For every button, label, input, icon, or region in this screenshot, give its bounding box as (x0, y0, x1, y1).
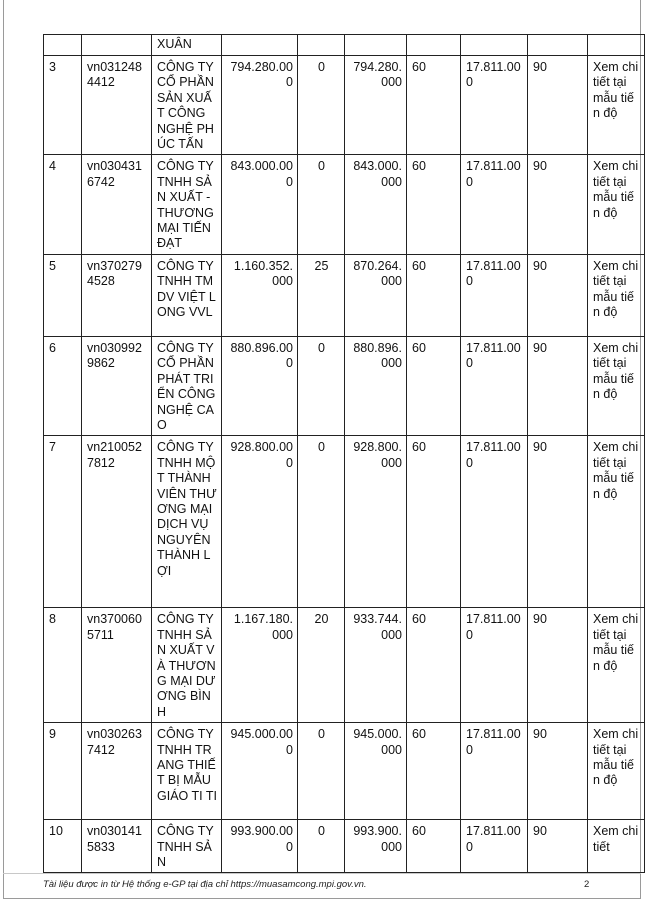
cell-amount: 17.811.000 (461, 723, 528, 820)
cell-final: 993.900.000 (345, 820, 407, 873)
cell-code: vn3702794528 (82, 254, 152, 336)
cell-final: 933.744.000 (345, 608, 407, 723)
cell-code: vn0301415833 (82, 820, 152, 873)
cell-discount: 20 (298, 608, 345, 723)
cell-discount: 0 (298, 436, 345, 608)
cell-name: CÔNG TY CỔ PHẦN SẢN XUẤT CÔNG NGHỆ PHÚC TẤN (152, 56, 222, 155)
cell-discount: 0 (298, 155, 345, 254)
table-row (44, 820, 645, 873)
cell-discount: 0 (298, 56, 345, 155)
cell-progress: Xem chi tiết tại mẫu tiến độ (588, 336, 645, 435)
cell-amount: 17.811.000 (461, 155, 528, 254)
cell-days: 60 (407, 155, 461, 254)
cell-discount: 0 (298, 820, 345, 873)
cell-final: 928.800.000 (345, 436, 407, 608)
cell-name: CÔNG TY TNHH SẢN (152, 820, 222, 873)
cell-price: 928.800.000 (222, 436, 298, 608)
cell-final: 945.000.000 (345, 723, 407, 820)
cell-days: 60 (407, 436, 461, 608)
cell-validity: 90 (528, 723, 588, 820)
cell-progress: Xem chi tiết tại mẫu tiến độ (588, 254, 645, 336)
cell-amount: 17.811.000 (461, 336, 528, 435)
cell-progress: Xem chi tiết tại mẫu tiến độ (588, 436, 645, 608)
cell-final: 843.000.000 (345, 155, 407, 254)
cell-stt (44, 35, 82, 56)
cell-stt: 5 (44, 254, 82, 336)
table-row-fragment (44, 35, 645, 56)
cell-name: CÔNG TY TNHH SẢN XUẤT VÀ THƯƠNG MẠI DƯƠNG BÌNH (152, 608, 222, 723)
cell-progress: Xem chi tiết tại mẫu tiến độ (588, 155, 645, 254)
cell-stt: 8 (44, 608, 82, 723)
cell-amount: 17.811.000 (461, 254, 528, 336)
cell-days: 60 (407, 608, 461, 723)
cell-name: XUÂN (152, 35, 222, 56)
cell-validity: 90 (528, 608, 588, 723)
cell-code: vn0302637412 (82, 723, 152, 820)
cell-validity: 90 (528, 254, 588, 336)
cell-final: 880.896.000 (345, 336, 407, 435)
table-row (44, 254, 645, 336)
cell-discount (298, 35, 345, 56)
table-row (44, 336, 645, 435)
cell-stt: 3 (44, 56, 82, 155)
cell-code: vn0309929862 (82, 336, 152, 435)
footer-divider (3, 873, 641, 874)
cell-days: 60 (407, 254, 461, 336)
table-row (44, 155, 645, 254)
cell-discount: 0 (298, 336, 345, 435)
cell-price: 945.000.000 (222, 723, 298, 820)
cell-code: vn3700605711 (82, 608, 152, 723)
cell-days: 60 (407, 723, 461, 820)
cell-stt: 10 (44, 820, 82, 873)
cell-discount: 0 (298, 723, 345, 820)
cell-validity: 90 (528, 155, 588, 254)
cell-price: 993.900.000 (222, 820, 298, 873)
cell-stt: 4 (44, 155, 82, 254)
cell-amount: 17.811.000 (461, 820, 528, 873)
cell-progress: Xem chi tiết tại mẫu tiến độ (588, 608, 645, 723)
cell-name: CÔNG TY TNHH TM DV VIỆT LONG VVL (152, 254, 222, 336)
cell-amount: 17.811.000 (461, 56, 528, 155)
cell-validity: 90 (528, 336, 588, 435)
table-row (44, 723, 645, 820)
cell-validity: 90 (528, 436, 588, 608)
cell-days: 60 (407, 820, 461, 873)
cell-final (345, 35, 407, 56)
cell-amount (461, 35, 528, 56)
cell-name: CÔNG TY TNHH MỘT THÀNH VIÊN THƯƠNG MẠI DỊCH VỤ NGUYÊN THÀNH LỢI (152, 436, 222, 608)
cell-progress: Xem chi tiết tại mẫu tiến độ (588, 56, 645, 155)
cell-code (82, 35, 152, 56)
cell-price: 880.896.000 (222, 336, 298, 435)
cell-price: 1.167.180.000 (222, 608, 298, 723)
cell-name: CÔNG TY CỔ PHẦN PHÁT TRIỂN CÔNG NGHỆ CAO (152, 336, 222, 435)
cell-code: vn0304316742 (82, 155, 152, 254)
cell-code: vn2100527812 (82, 436, 152, 608)
cell-amount: 17.811.000 (461, 436, 528, 608)
cell-validity: 90 (528, 820, 588, 873)
bidder-table (43, 34, 645, 873)
cell-days: 60 (407, 56, 461, 155)
cell-discount: 25 (298, 254, 345, 336)
cell-final: 870.264.000 (345, 254, 407, 336)
cell-validity (528, 35, 588, 56)
cell-progress (588, 35, 645, 56)
table-row (44, 608, 645, 723)
cell-price: 843.000.000 (222, 155, 298, 254)
cell-progress: Xem chi tiết tại mẫu tiến độ (588, 723, 645, 820)
cell-days: 60 (407, 336, 461, 435)
cell-validity: 90 (528, 56, 588, 155)
cell-price (222, 35, 298, 56)
cell-days (407, 35, 461, 56)
cell-code: vn0312484412 (82, 56, 152, 155)
cell-amount: 17.811.000 (461, 608, 528, 723)
cell-stt: 7 (44, 436, 82, 608)
cell-final: 794.280.000 (345, 56, 407, 155)
table-row (44, 56, 645, 155)
table-row (44, 436, 645, 608)
cell-name: CÔNG TY TNHH SẢN XUẤT - THƯƠNG MẠI TIẾN ĐẠT (152, 155, 222, 254)
cell-name: CÔNG TY TNHH TRANG THIẾT BỊ MẪU GIÁO TI TI (152, 723, 222, 820)
cell-stt: 9 (44, 723, 82, 820)
cell-price: 1.160.352.000 (222, 254, 298, 336)
cell-stt: 6 (44, 336, 82, 435)
footer-text: Tài liệu được in từ Hệ thống e-GP tại địa chỉ https://muasamcong.mpi.gov.vn. (43, 879, 367, 890)
page-number: 2 (584, 879, 590, 890)
cell-progress: Xem chi tiết (588, 820, 645, 873)
cell-price: 794.280.000 (222, 56, 298, 155)
